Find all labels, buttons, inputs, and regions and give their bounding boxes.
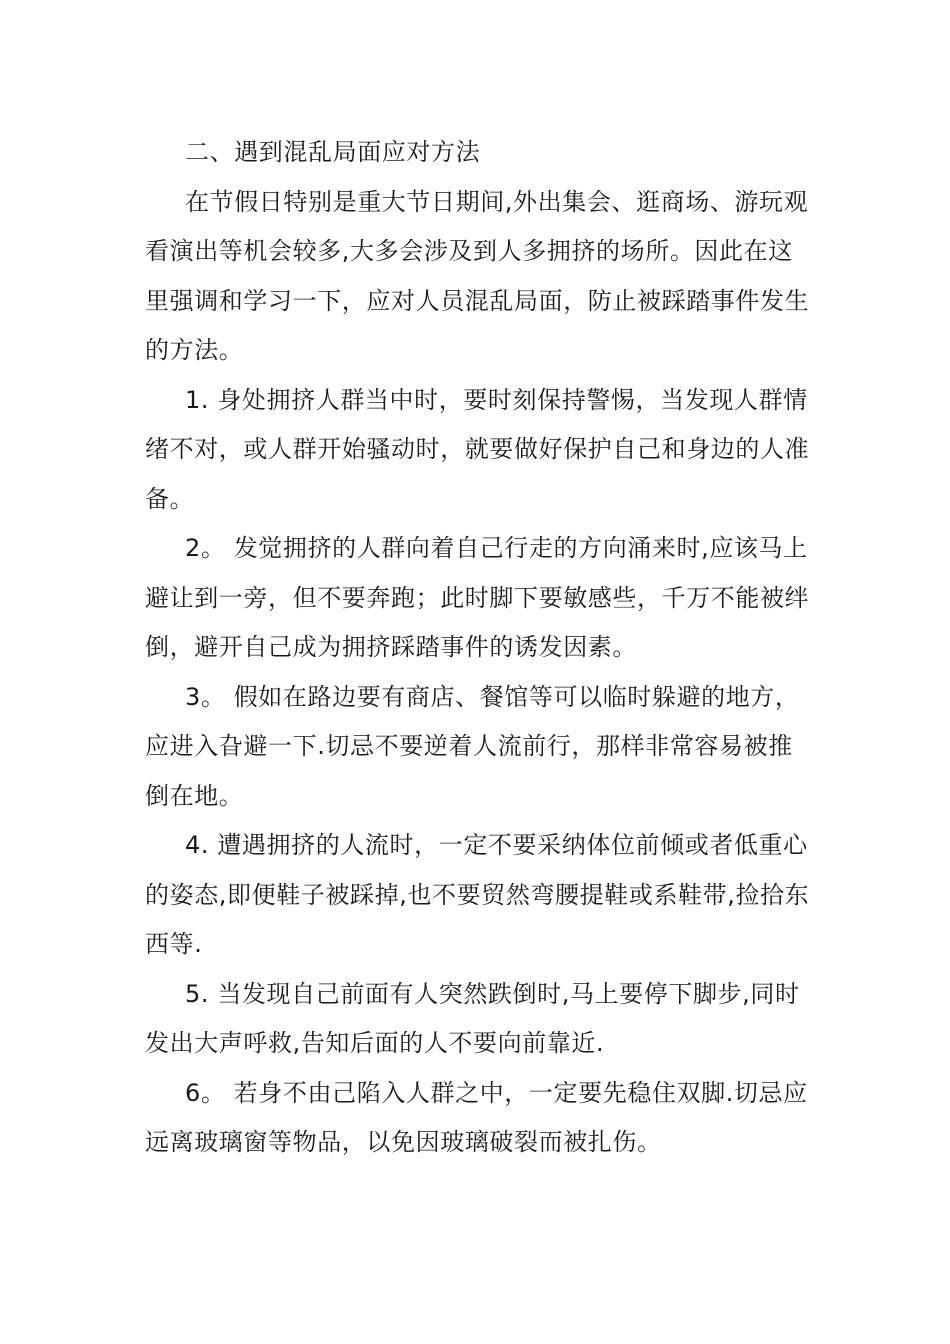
tip-paragraph-2: 2。 发觉拥挤的人群向着自己行走的方向涌来时,应该马上避让到一旁，但不要奔跑；此时脚下要敏感些，千万不能被绊倒，避开自己成为拥挤踩踏事件的诱发因素。 bbox=[145, 534, 810, 661]
document-body bbox=[145, 128, 810, 1168]
tip-paragraph-1: 1. 身处拥挤人群当中时，要时刻保持警惕，当发现人群情绪不对，或人群开始骚动时，就要做好保护自己和身边的人准备。 bbox=[145, 385, 810, 513]
tip-paragraph-4: 4. 遭遇拥挤的人流时，一定不要采纳体位前倾或者低重心的姿态,即便鞋子被踩掉,也不要贸然弯腰提鞋或系鞋带,捡拾东西等. bbox=[145, 831, 810, 958]
intro-paragraph: 在节假日特别是重大节日期间,外出集会、逛商场、游玩观看演出等机会较多,大多会涉及到人多拥挤的场所。因此在这里强调和学习一下，应对人员混乱局面，防止被踩踏事件发生的方法。 bbox=[145, 187, 810, 364]
tip-paragraph-3: 3。 假如在路边要有商店、餐馆等可以临时躲避的地方，应进入旮避一下.切忌不要逆着人流前行，那样非常容易被推倒在地。 bbox=[145, 682, 800, 810]
tip-paragraph-6: 6。 若身不由己陷入人群之中，一定要先稳住双脚.切忌应远离玻璃窗等物品，以免因玻璃破裂而被扎伤。 bbox=[145, 1078, 808, 1156]
section-heading: 二、遇到混乱局面应对方法 bbox=[185, 138, 481, 166]
tip-paragraph-5: 5. 当发现自己前面有人突然跌倒时,马上要停下脚步,同时发出大声呼救,告知后面的人不要向前靠近. bbox=[145, 979, 800, 1057]
